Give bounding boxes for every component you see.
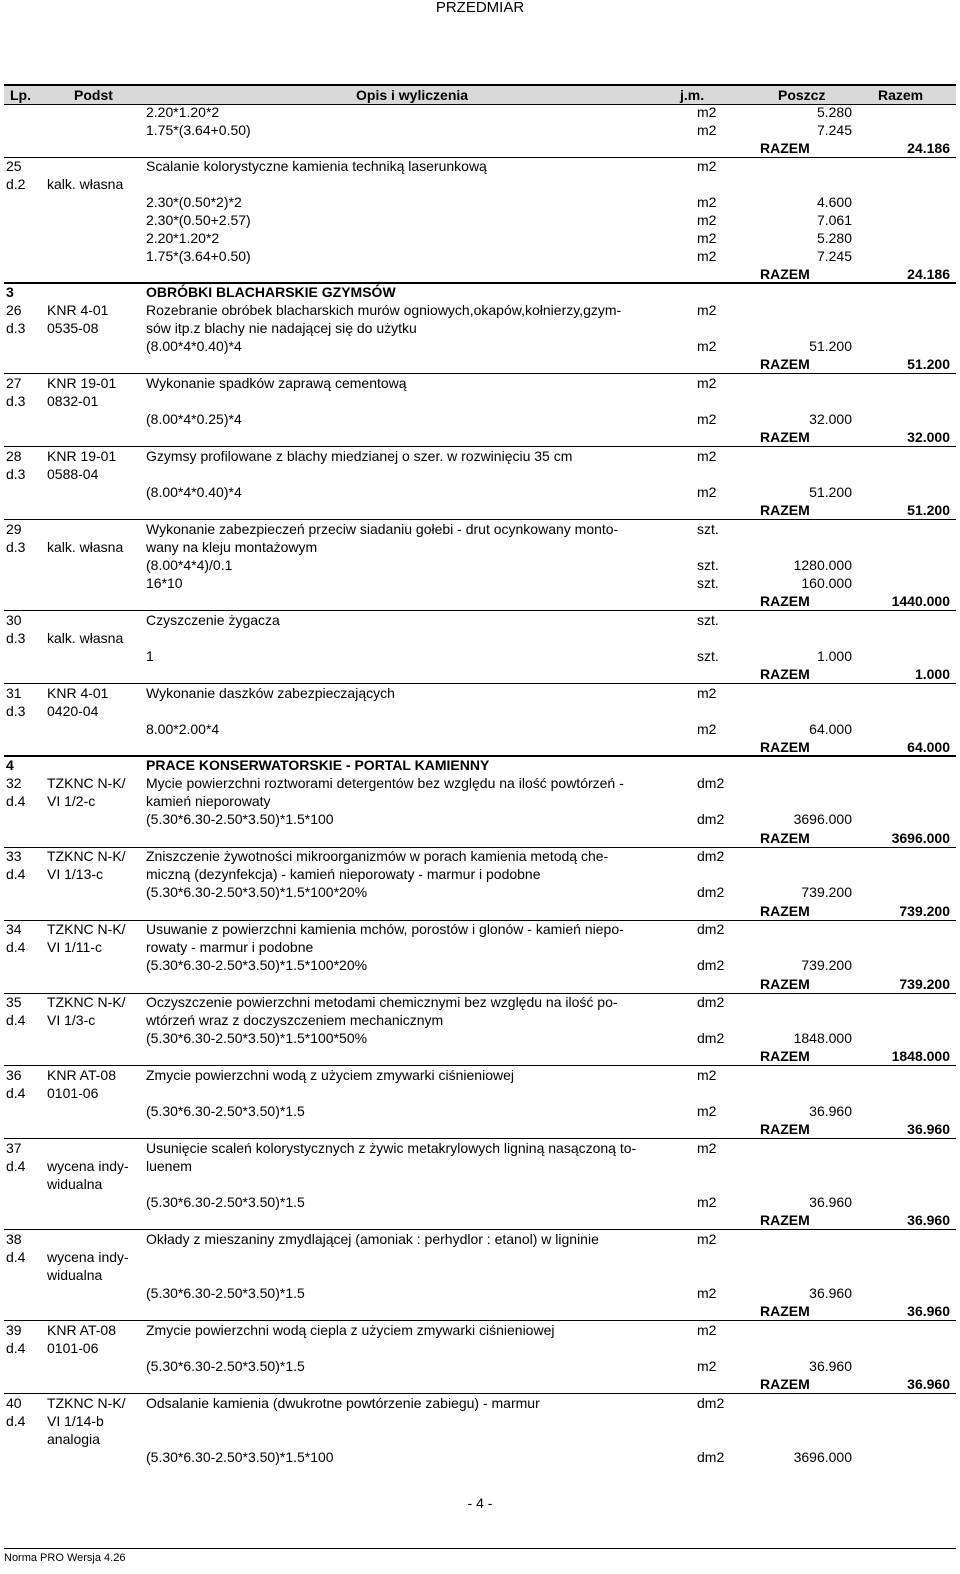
header-poszcz: Poszcz: [778, 87, 826, 103]
row-razem-label: RAZEM: [760, 666, 810, 682]
row-razem-value: 739.200: [899, 903, 950, 919]
row-quantity: 160.000: [801, 575, 852, 591]
row-razem-value: 24.186: [907, 140, 950, 156]
row-podstawa: kalk. własna: [47, 176, 124, 192]
row-description: (5.30*6.30-2.50*3.50)*1.5: [146, 1285, 305, 1301]
row-razem-value: 1848.000: [891, 1048, 950, 1064]
row-description: (5.30*6.30-2.50*3.50)*1.5*100: [146, 1449, 334, 1465]
row-description: Rozebranie obróbek blacharskich murów ogniowych,okapów,kołnierzy,gzym-: [146, 302, 622, 318]
row-unit: m2: [697, 1067, 717, 1083]
header-podst: Podst: [74, 87, 113, 103]
row-unit: m2: [697, 158, 717, 174]
row-description: Wykonanie zabezpieczeń przeciw siadaniu gołebi - drut ocynkowany monto-: [146, 521, 619, 537]
row-lp: d.3: [6, 393, 26, 409]
row-unit: m2: [697, 194, 717, 210]
row-razem-value: 1440.000: [891, 593, 950, 609]
row-lp: d.4: [6, 1249, 26, 1265]
row-lp: 39: [6, 1322, 22, 1338]
row-lp: d.3: [6, 320, 26, 336]
row-razem-label: RAZEM: [760, 1376, 810, 1392]
row-razem-label: RAZEM: [760, 1212, 810, 1228]
row-unit: szt.: [697, 521, 719, 537]
row-quantity: 36.960: [809, 1358, 852, 1374]
row-razem-label: RAZEM: [760, 266, 810, 282]
row-description: Wykonanie spadków zaprawą cementową: [146, 375, 407, 391]
row-quantity: 1.000: [816, 648, 852, 664]
row-unit: dm2: [697, 1449, 725, 1465]
row-lp: 31: [6, 685, 22, 701]
row-unit: m2: [697, 302, 717, 318]
row-description: Usuwanie z powierzchni kamienia mchów, porostów i glonów - kamień niepo-: [146, 921, 624, 937]
row-razem-label: RAZEM: [760, 140, 810, 156]
row-description: luenem: [146, 1158, 192, 1174]
row-unit: szt.: [697, 575, 719, 591]
row-lp: 34: [6, 921, 22, 937]
row-description: (5.30*6.30-2.50*3.50)*1.5*100: [146, 811, 334, 827]
row-unit: szt.: [697, 648, 719, 664]
row-razem-value: 36.960: [907, 1303, 950, 1319]
row-lp: 33: [6, 848, 22, 864]
row-podstawa: widualna: [47, 1267, 103, 1283]
row-description: 2.30*(0.50*2)*2: [146, 194, 242, 210]
row-podstawa: KNR AT-08: [47, 1322, 116, 1338]
row-podstawa: kalk. własna: [47, 539, 124, 555]
row-podstawa: widualna: [47, 1176, 103, 1192]
row-lp: 40: [6, 1395, 22, 1411]
row-lp: 32: [6, 775, 22, 791]
row-unit: m2: [697, 1285, 717, 1301]
row-description: 16*10: [146, 575, 183, 591]
row-razem-label: RAZEM: [760, 593, 810, 609]
row-lp: d.3: [6, 466, 26, 482]
row-razem-value: 36.960: [907, 1121, 950, 1137]
row-quantity: 36.960: [809, 1103, 852, 1119]
row-lp: 29: [6, 521, 22, 537]
row-podstawa: analogia: [47, 1431, 100, 1447]
row-unit: dm2: [697, 848, 725, 864]
row-description: Czyszczenie żygacza: [146, 612, 280, 628]
row-podstawa: KNR 4-01: [47, 302, 109, 318]
row-podstawa: TZKNC N-K/: [47, 775, 126, 791]
row-lp: 28: [6, 448, 22, 464]
row-description: PRACE KONSERWATORSKIE - PORTAL KAMIENNY: [146, 757, 490, 773]
row-description: 2.30*(0.50+2.57): [146, 212, 251, 228]
row-unit: m2: [697, 1103, 717, 1119]
row-quantity: 7.245: [816, 122, 852, 138]
header-lp: Lp.: [10, 87, 31, 103]
row-description: 2.20*1.20*2: [146, 104, 220, 120]
row-description: 1: [146, 648, 154, 664]
row-description: kamień nieporowaty: [146, 793, 271, 809]
row-quantity: 3696.000: [793, 811, 852, 827]
row-unit: dm2: [697, 921, 725, 937]
row-quantity: 36.960: [809, 1194, 852, 1210]
row-quantity: 7.061: [816, 212, 852, 228]
row-podstawa: KNR 19-01: [47, 375, 117, 391]
row-razem-label: RAZEM: [760, 502, 810, 518]
row-lp: 25: [6, 158, 22, 174]
row-description: Scalanie kolorystyczne kamienia techniką laserunkową: [146, 158, 487, 174]
row-unit: dm2: [697, 994, 725, 1010]
header-razem: Razem: [878, 87, 924, 103]
row-description: 2.20*1.20*2: [146, 230, 220, 246]
row-lp: 26: [6, 302, 22, 318]
row-lp: d.3: [6, 539, 26, 555]
row-podstawa: VI 1/2-c: [47, 793, 96, 809]
row-description: Zmycie powierzchni wodą ciepla z użyciem zmywarki ciśnieniowej: [146, 1322, 555, 1338]
table-header: [4, 84, 956, 105]
row-lp: d.4: [6, 939, 26, 955]
row-unit: m2: [697, 104, 717, 120]
row-podstawa: VI 1/14-b: [47, 1413, 104, 1429]
footer-divider: [4, 1548, 956, 1549]
row-description: Usunięcie scaleń kolorystycznych z żywic metakrylowych ligniną nasączoną to-: [146, 1140, 637, 1156]
row-razem-value: 36.960: [907, 1212, 950, 1228]
row-description: Oczyszczenie powierzchni metodami chemicznymi bez względu na ilość po-: [146, 994, 618, 1010]
row-unit: m2: [697, 230, 717, 246]
row-lp: 30: [6, 612, 22, 628]
row-unit: dm2: [697, 1030, 725, 1046]
row-lp: 38: [6, 1231, 22, 1247]
page-number: - 4 -: [467, 1495, 493, 1511]
row-lp: d.4: [6, 793, 26, 809]
row-podstawa: VI 1/13-c: [47, 866, 104, 882]
row-quantity: 64.000: [809, 721, 852, 737]
row-description: OBRÓBKI BLACHARSKIE GZYMSÓW: [146, 284, 396, 300]
section-separator: [4, 282, 956, 283]
row-razem-value: 36.960: [907, 1376, 950, 1392]
row-description: (5.30*6.30-2.50*3.50)*1.5*100*20%: [146, 884, 368, 900]
row-razem-value: 1.000: [914, 666, 950, 682]
row-description: miczną (dezynfekcja) - kamień nieporowaty - marmur i podobne: [146, 866, 541, 882]
row-razem-label: RAZEM: [760, 1048, 810, 1064]
row-description: 8.00*2.00*4: [146, 721, 220, 737]
row-unit: szt.: [697, 557, 719, 573]
row-description: 1.75*(3.64+0.50): [146, 248, 251, 264]
row-razem-label: RAZEM: [760, 1121, 810, 1137]
row-description: (8.00*4*0.25)*4: [146, 411, 242, 427]
row-lp: 36: [6, 1067, 22, 1083]
row-lp: d.4: [6, 1085, 26, 1101]
row-razem-label: RAZEM: [760, 739, 810, 755]
header-opis: Opis i wyliczenia: [356, 87, 469, 103]
page-title: PRZEDMIAR: [435, 0, 525, 16]
row-podstawa: 0420-04: [47, 703, 99, 719]
row-description: (8.00*4*4)/0.1: [146, 557, 233, 573]
row-podstawa: 0101-06: [47, 1340, 99, 1356]
row-lp: d.4: [6, 1413, 26, 1429]
row-unit: dm2: [697, 811, 725, 827]
row-lp: d.4: [6, 1158, 26, 1174]
row-lp: d.3: [6, 630, 26, 646]
row-podstawa: 0588-04: [47, 466, 99, 482]
row-podstawa: TZKNC N-K/: [47, 1395, 126, 1411]
row-podstawa: KNR 19-01: [47, 448, 117, 464]
row-podstawa: kalk. własna: [47, 630, 124, 646]
row-description: Zmycie powierzchni wodą z użyciem zmywarki ciśnieniowej: [146, 1067, 514, 1083]
row-razem-value: 3696.000: [891, 830, 950, 846]
row-unit: m2: [697, 1140, 717, 1156]
row-quantity: 1848.000: [793, 1030, 852, 1046]
row-quantity: 4.600: [816, 194, 852, 210]
row-quantity: 51.200: [809, 484, 852, 500]
row-description: Gzymsy profilowane z blachy miedzianej o szer. w rozwinięciu 35 cm: [146, 448, 573, 464]
row-description: Wykonanie daszków zabezpieczających: [146, 685, 395, 701]
row-lp: 4: [6, 757, 14, 773]
row-description: (5.30*6.30-2.50*3.50)*1.5: [146, 1194, 305, 1210]
row-podstawa: VI 1/3-c: [47, 1012, 96, 1028]
row-razem-value: 51.200: [907, 356, 950, 372]
row-podstawa: wycena indy-: [47, 1158, 129, 1174]
row-lp: d.4: [6, 1340, 26, 1356]
row-unit: dm2: [697, 884, 725, 900]
row-description: Zniszczenie żywotności mikroorganizmów w porach kamienia metodą che-: [146, 848, 609, 864]
row-podstawa: KNR AT-08: [47, 1067, 116, 1083]
row-unit: dm2: [697, 1395, 725, 1411]
row-podstawa: wycena indy-: [47, 1249, 129, 1265]
row-quantity: 7.245: [816, 248, 852, 264]
row-razem-label: RAZEM: [760, 429, 810, 445]
row-unit: m2: [697, 448, 717, 464]
row-quantity: 36.960: [809, 1285, 852, 1301]
row-unit: m2: [697, 721, 717, 737]
row-podstawa: 0832-01: [47, 393, 99, 409]
row-razem-label: RAZEM: [760, 1303, 810, 1319]
row-description: (5.30*6.30-2.50*3.50)*1.5*100*20%: [146, 957, 368, 973]
row-description: wany na kleju montażowym: [146, 539, 318, 555]
row-unit: dm2: [697, 775, 725, 791]
row-unit: m2: [697, 411, 717, 427]
row-razem-value: 739.200: [899, 976, 950, 992]
row-quantity: 1280.000: [793, 557, 852, 573]
row-unit: m2: [697, 1194, 717, 1210]
row-description: (5.30*6.30-2.50*3.50)*1.5*100*50%: [146, 1030, 368, 1046]
row-podstawa: TZKNC N-K/: [47, 848, 126, 864]
row-podstawa: KNR 4-01: [47, 685, 109, 701]
row-quantity: 5.280: [816, 230, 852, 246]
row-unit: m2: [697, 1358, 717, 1374]
row-unit: m2: [697, 1322, 717, 1338]
row-razem-value: 51.200: [907, 502, 950, 518]
row-description: (5.30*6.30-2.50*3.50)*1.5: [146, 1103, 305, 1119]
row-podstawa: VI 1/11-c: [47, 939, 102, 955]
row-lp: 35: [6, 994, 22, 1010]
row-podstawa: TZKNC N-K/: [47, 921, 126, 937]
row-description: sów itp.z blachy nie nadającej się do użytku: [146, 320, 417, 336]
row-description: (8.00*4*0.40)*4: [146, 484, 242, 500]
row-lp: d.3: [6, 703, 26, 719]
row-lp: 27: [6, 375, 22, 391]
row-quantity: 5.280: [816, 104, 852, 120]
row-description: Odsalanie kamienia (dwukrotne powtórzenie zabiegu) - marmur: [146, 1395, 540, 1411]
section-separator: [4, 755, 956, 756]
row-unit: szt.: [697, 612, 719, 628]
row-lp: d.2: [6, 176, 26, 192]
row-description: rowaty - marmur i podobne: [146, 939, 314, 955]
row-lp: d.4: [6, 1012, 26, 1028]
row-quantity: 739.200: [801, 884, 852, 900]
row-razem-value: 64.000: [907, 739, 950, 755]
row-razem-value: 32.000: [907, 429, 950, 445]
row-unit: m2: [697, 375, 717, 391]
row-razem-value: 24.186: [907, 266, 950, 282]
footer-note: Norma PRO Wersja 4.26: [4, 1552, 126, 1564]
row-podstawa: 0535-08: [47, 320, 99, 336]
row-description: 1.75*(3.64+0.50): [146, 122, 251, 138]
row-lp: 3: [6, 284, 14, 300]
row-unit: m2: [697, 1231, 717, 1247]
row-unit: m2: [697, 685, 717, 701]
row-unit: dm2: [697, 957, 725, 973]
row-razem-label: RAZEM: [760, 830, 810, 846]
row-description: wtórzeń wraz z doczyszczeniem mechanicznym: [146, 1012, 444, 1028]
row-razem-label: RAZEM: [760, 356, 810, 372]
row-quantity: 3696.000: [793, 1449, 852, 1465]
row-description: Mycie powierzchni roztworami detergentów bez względu na ilość powtórzeń -: [146, 775, 624, 791]
row-podstawa: TZKNC N-K/: [47, 994, 126, 1010]
header-jm: j.m.: [680, 87, 705, 103]
row-podstawa: 0101-06: [47, 1085, 99, 1101]
row-unit: m2: [697, 248, 717, 264]
row-lp: 37: [6, 1140, 22, 1156]
row-description: Okłady z mieszaniny zmydlającej (amoniak : perhydlor : etanol) w ligninie: [146, 1231, 599, 1247]
row-razem-label: RAZEM: [760, 976, 810, 992]
row-quantity: 739.200: [801, 957, 852, 973]
row-unit: m2: [697, 484, 717, 500]
row-unit: m2: [697, 122, 717, 138]
row-quantity: 51.200: [809, 338, 852, 354]
row-unit: m2: [697, 212, 717, 228]
row-quantity: 32.000: [809, 411, 852, 427]
row-description: (8.00*4*0.40)*4: [146, 338, 242, 354]
row-description: (5.30*6.30-2.50*3.50)*1.5: [146, 1358, 305, 1374]
row-razem-label: RAZEM: [760, 903, 810, 919]
row-unit: m2: [697, 338, 717, 354]
row-lp: d.4: [6, 866, 26, 882]
